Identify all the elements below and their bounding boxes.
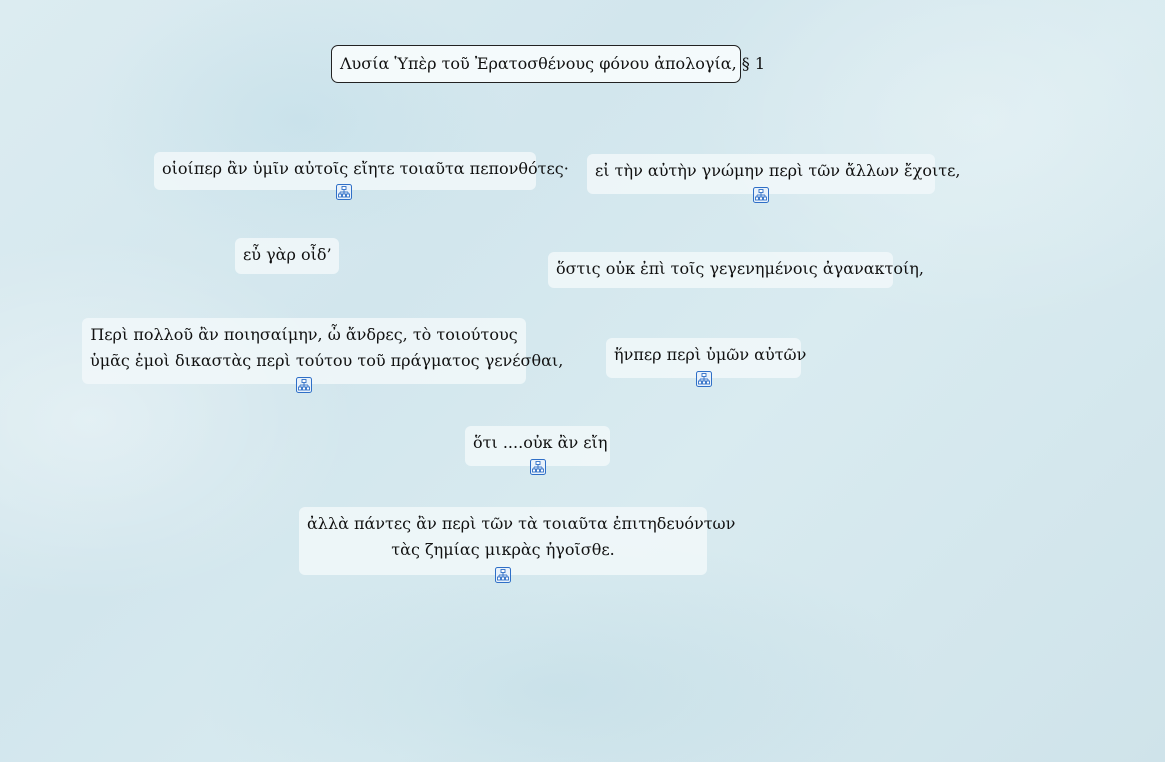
diagram-title	[331, 45, 765, 83]
clause-text-line-1: ἀλλὰ πάντες ἂν περὶ τῶν τὰ τοιαῦτα ἐπιτηδευόντων	[307, 514, 736, 533]
clause-node-4[interactable]	[548, 252, 924, 288]
clause-text: ἥνπερ περὶ ὑμῶν αὐτῶν	[614, 345, 807, 364]
clause-text: οἱοίπερ ἂν ὑμῖν αὐτοῖς εἴητε τοιαῦτα πεπονθότες·	[162, 159, 569, 178]
clause-text-line-1: Περὶ πολλοῦ ἂν ποιησαίμην, ὦ ἄνδρες, τὸ τοιούτους	[90, 325, 518, 344]
clause-node-5[interactable]	[82, 318, 564, 384]
clause-text: εἰ τὴν αὐτὴν γνώμην περὶ τῶν ἄλλων ἔχοιτε,	[595, 161, 961, 180]
tree-diagram-icon[interactable]	[696, 371, 712, 387]
tree-diagram-icon[interactable]	[336, 184, 352, 200]
tree-diagram-icon[interactable]	[296, 377, 312, 393]
tree-diagram-icon[interactable]	[530, 459, 546, 475]
clause-node-3[interactable]	[235, 238, 339, 274]
clause-text: εὖ γὰρ οἶδ’	[243, 245, 332, 264]
tree-diagram-icon[interactable]	[495, 567, 511, 583]
clause-text: ὅστις οὐκ ἐπὶ τοῖς γεγενημένοις ἀγανακτοίη,	[556, 259, 924, 278]
clause-text-line-2: τὰς ζημίας μικρὰς ἡγοῖσθε.	[391, 540, 615, 559]
clause-text: ὅτι ....οὐκ ἂν εἴη	[473, 433, 608, 452]
clause-node-8[interactable]	[299, 507, 736, 575]
clause-text-line-2: ὑμᾶς ἐμοὶ δικαστὰς περὶ τούτου τοῦ πράγματος γενέσθαι,	[90, 351, 564, 370]
tree-diagram-icon[interactable]	[753, 187, 769, 203]
diagram-title-text: Λυσία Ὑπὲρ τοῦ Ἐρατοσθένους φόνου ἀπολογία, § 1	[340, 54, 765, 73]
